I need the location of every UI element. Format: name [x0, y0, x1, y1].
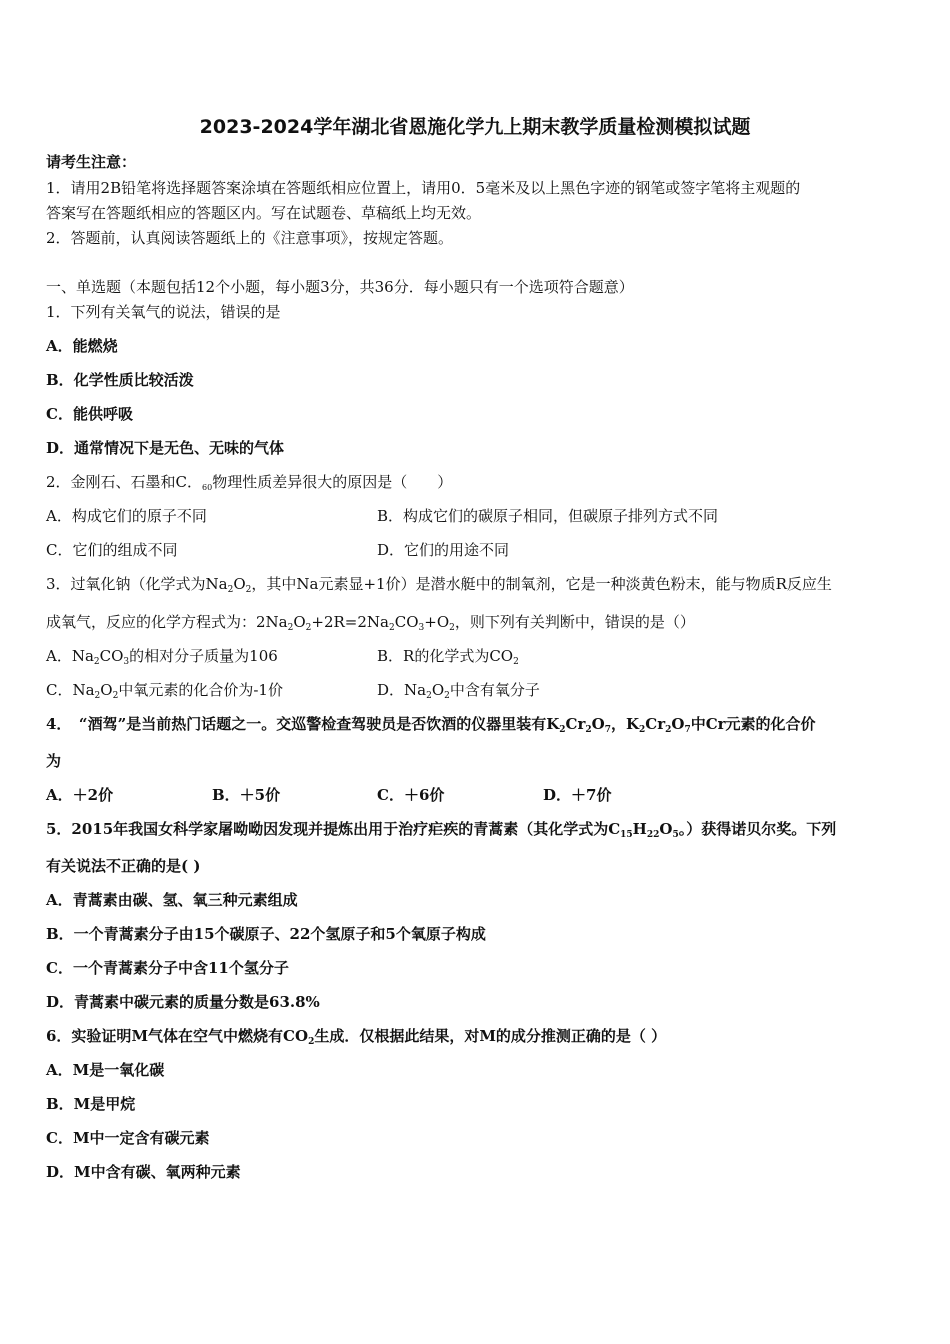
q3-option-a: A．$Na_2CO_3$的相对分子质量为106	[46, 647, 278, 667]
q3-stem-line-2: 成氧气，反应的化学方程式为：$2Na_2O_2+2R=2Na_2CO_3+O_2$，则下列有关判断中，错误的是（）	[46, 613, 695, 633]
q6-option-c: C．M中一定含有碳元素	[46, 1129, 210, 1147]
q4-option-c: C．＋6价	[377, 786, 445, 804]
notice-line-1b: 答案写在答题纸相应的答题区内。写在试题卷、草稿纸上均无效。	[46, 204, 482, 222]
q3-option-b: B．R的化学式为$CO_2$	[377, 647, 519, 667]
page-title: 2023-2024学年湖北省恩施化学九上期末教学质量检测模拟试题	[199, 116, 751, 138]
q2-option-b: B．构成它们的碳原子相同，但碳原子排列方式不同	[377, 507, 719, 525]
q6-option-b: B．M是甲烷	[46, 1095, 136, 1113]
q2-option-d: D．它们的用途不同	[377, 541, 510, 559]
section-heading: 一、单选题（本题包括12个小题，每小题3分，共36分．每小题只有一个选项符合题意）	[46, 278, 634, 296]
q3-stem-line-1: 3．过氧化钠（化学式为$Na_2O_2$，其中Na元素显+1价）是潜水艇中的制氧剂，它是一种淡黄色粉末，能与物质R反应生	[46, 575, 832, 595]
q6-stem: 6．实验证明M气体在空气中燃烧有$CO_2$生成．仅根据此结果，对M的成分推测正确的是（ ）	[46, 1027, 667, 1047]
q4-stem-line-2: 为	[46, 752, 62, 770]
q4-option-d: D．＋7价	[543, 786, 612, 804]
q4-option-b: B．＋5价	[212, 786, 281, 804]
q6-option-d: D．M中含有碳、氧两种元素	[46, 1163, 241, 1181]
q1-stem: 1．下列有关氧气的说法，错误的是	[46, 303, 281, 321]
q5-stem-line-2: 有关说法不正确的是( )	[46, 857, 201, 875]
notice-heading: 请考生注意：	[46, 153, 137, 171]
q5-option-c: C．一个青蒿素分子中含11个氢分子	[46, 959, 289, 977]
q2-stem: 2．金刚石、石墨和C．$_{60}$物理性质差异很大的原因是（ ）	[46, 473, 453, 492]
q3-option-d: D．$Na_2O_2$中含有氧分子	[377, 681, 540, 701]
q5-option-b: B．一个青蒿素分子由15个碳原子、22个氢原子和5个氧原子构成	[46, 925, 486, 943]
q5-option-a: A．青蒿素由碳、氢、氧三种元素组成	[46, 891, 298, 909]
q1-option-b: B．化学性质比较活泼	[46, 371, 194, 389]
q6-option-a: A．M是一氧化碳	[46, 1061, 165, 1079]
q3-option-c: C．$Na_2O_2$中氧元素的化合价为-1价	[46, 681, 283, 701]
q2-option-a: A．构成它们的原子不同	[46, 507, 207, 525]
q1-option-d: D．通常情况下是无色、无味的气体	[46, 439, 285, 457]
q5-stem-line-1: 5．2015年我国女科学家屠呦呦因发现并提炼出用于治疗疟疾的青蒿素（其化学式为$C_{15}H_{22}O_5$。）获得诺贝尔奖。下列	[46, 820, 837, 840]
notice-line-1: 1．请用2B铅笔将选择题答案涂填在答题纸相应位置上，请用0．5毫米及以上黑色字迹的钢笔或签字笔将主观题的	[46, 179, 801, 197]
q2-option-c: C．它们的组成不同	[46, 541, 178, 559]
notice-line-2: 2．答题前，认真阅读答题纸上的《注意事项》，按规定答题。	[46, 229, 454, 247]
q4-stem-line-1: 4． “酒驾”是当前热门话题之一。交巡警检查驾驶员是否饮酒的仪器里装有$K_2Cr_2O_7$，$K_2Cr_2O_7$中Cr元素的化合价	[46, 715, 816, 735]
q5-option-d: D．青蒿素中碳元素的质量分数是63.8%	[46, 993, 320, 1011]
q1-option-c: C．能供呼吸	[46, 405, 133, 423]
q4-option-a: A．＋2价	[46, 786, 114, 804]
q1-option-a: A．能燃烧	[46, 337, 118, 355]
